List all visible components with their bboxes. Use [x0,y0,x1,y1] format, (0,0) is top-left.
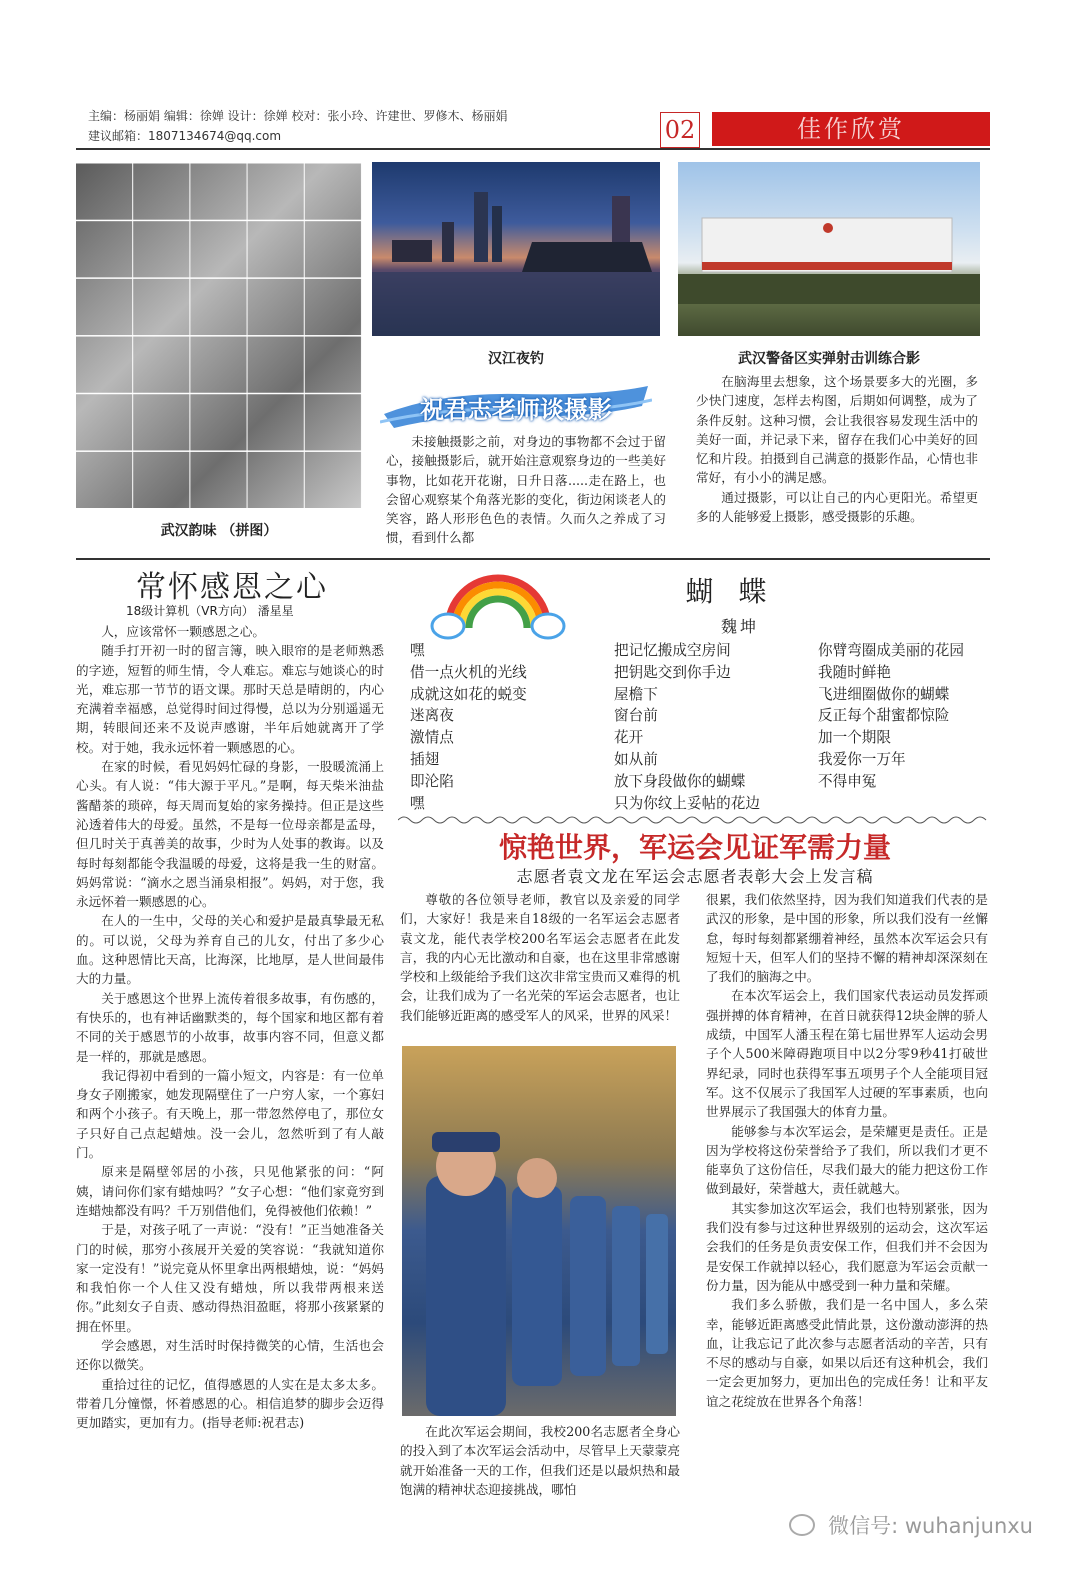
gratitude-paragraph: 我记得初中看到的一篇小短文，内容是：有一位单身女子刚搬家，她发现隔壁住了一户穷人家，一个寡妇和两个小孩子。有天晚上，那一带忽然停电了，那位女子只好自己点起蜡烛。没一会儿，忽然听到了有人敲门。 [76,1067,384,1161]
military-paragraph: 在本次军运会上，我们国家代表运动员发挥顽强拼搏的体育精神，在首日就获得12块金牌的骄人成绩，中国军人潘玉程在第七届世界军人运动会男子个人500米障碍跑项目中以2分零9秒41打破世界纪录，同时也获得军事五项男子个人全能项目冠军。这不仅展示了我国军人过硬的军事素质，也向世界展示了我国强大的体育力量。 [706,988,988,1120]
rainbow-icon [430,566,566,642]
poem-line: 借一点火机的光线 [410,663,527,681]
credits [88,106,507,146]
collage-caption: 武汉韵味 （拼图） [160,523,278,539]
photo-article-paragraph: 未接触摄影之前，对身边的事物都不会过于留心，接触摄影后，就开始注意观察身边的一些美好事物，比如花开花谢，日升日落.....走在路上，也会留心观察某个角落光影的变化，街边闲谈老人的笑容，路人形形色色的表情。久而久之养成了习惯，看到什么都 [386,434,666,546]
photo-article-banner [380,384,652,430]
poem-line: 如从前 [614,750,658,768]
military-paragraph: 在此次军运会期间，我校200名志愿者全身心的投入到了本次军运会活动中，尽管早上天蒙蒙亮就开始准备一天的工作，但我们还是以最炽热和最饱满的精神状态迎接挑战，哪怕 [400,1424,680,1497]
gratitude-paragraph: 随手打开初一时的留言簿，映入眼帘的是老师熟悉的字迹，短暂的师生情，令人难忘。难忘与她谈心的时光，难忘那一节节的语文课。那时天总是晴朗的，内心充满着幸福感，总觉得时间过得慢，总以为分别遥遥无期，转眼间还来不及说声感谢，半年后她就离开了学校。对于她，我永远怀着一颗感恩的心。 [76,643,384,755]
photo-article-paragraph: 在脑海里去想象，这个场景要多大的光圈，多少快门速度，怎样去构图，后期如何调整，成为了条件反射。这种习惯，会让我很容易发现生活中的美好一面，并记录下来，留存在我们心中美好的回忆和片段。拍摄到自己满意的摄影作品，心情也非常好，有小小的满足感。 [696,374,978,486]
wechat-watermark [789,1510,1033,1540]
poem-line: 花开 [614,729,644,747]
photo-article-right [696,372,978,526]
poem-line: 把钥匙交到你手边 [614,663,731,681]
photo-article-left [386,432,666,548]
collage-photo [76,162,362,508]
military-subtitle: 志愿者袁文龙在军运会志愿者表彰大会上发言稿 [516,867,874,886]
poem-line: 飞进细圈做你的蝴蝶 [818,685,950,703]
section-title-bar [712,112,990,146]
poem-line: 迷离夜 [410,707,454,725]
gratitude-paragraph: 重拾过往的记忆，值得感恩的人实在是太多太多。带着几分憧憬，怀着感恩的心。相信追梦的脚步会迈得更加踏实，更加有力。(指导老师:祝君志) [76,1376,384,1431]
group-training-photo [678,162,980,336]
gratitude-paragraph: 在人的一生中，父母的关心和爱护是最真挚最无私的。可以说，父母为养育自己的儿女，付出了多少心血。这种恩情比天高，比海深，比地厚，是人世间最伟大的力量。 [76,913,384,987]
poem-line: 嘿 [410,794,425,812]
page-number: 02 [660,112,700,148]
military-paragraph: 尊敬的各位领导老师，教官以及亲爱的同学们，大家好！我是来自18级的一名军运会志愿者袁文龙，能代表学校200名军运会志愿者在此发言，我的内心无比激动和自豪，也在这里非常感谢学校和上级能给予我们这次非常宝贵而又难得的机会，让我们成为了一名光荣的军运会志愿者，也让我们能够近距离的感受军人的风采，世界的风采！ [400,892,680,1023]
military-paragraph: 我们多么骄傲，我们是一名中国人，多么荣幸，能够近距离感受此情此景，这份激动澎湃的热血，让我忘记了此次参与志愿者活动的辛苦，只有不尽的感动与自豪，如果以后还有这种机会，我们一定会更加努力，更加出色的完成任务！让和平友谊之花绽放在世界各个角落！ [706,1297,988,1409]
section-rule [76,558,990,560]
poem-author: 魏坤 [720,617,759,636]
poem-line: 不得申冤 [818,772,877,790]
poem-line: 屋檐下 [614,685,658,703]
wavy-divider [398,814,992,826]
gratitude-paragraph: 原来是隔壁邻居的小孩，只见他紧张的问：“阿姨，请问你们家有蜡烛吗？”女子心想：“他们家竟穷到连蜡烛都没有吗？千万别借他们，免得被他们依赖！” [76,1164,384,1218]
poem-title: 蝴 蝶 [685,575,775,608]
military-column-1 [400,890,680,1025]
poem-line: 插翅 [410,750,440,768]
poem-line: 反正每个甜蜜都惊险 [818,707,950,725]
soldiers-photo-text [400,1422,680,1499]
poem-line: 嘿 [410,642,425,659]
military-column-2 [706,890,988,1411]
photo-article-paragraph: 通过摄影，可以让自己的内心更阳光。希望更多的人能够爱上摄影，感受摄影的乐趣。 [696,489,978,525]
military-paragraph: 能够参与本次军运会，是荣耀更是责任。正是因为学校将这份荣誉给予了我们，所以我们才更不能辜负了这份信任，尽我们最大的能力把这份工作做到最好，荣誉越大，责任就越大。 [706,1123,988,1197]
skyline-icon [372,162,660,336]
building-icon [678,162,980,336]
poem-line: 把记忆搬成空房间 [614,642,731,659]
gratitude-paragraph: 关于感恩这个世界上流传着很多故事，有伤感的，有快乐的，也有神话幽默类的，每个国家和地区都有着不同的关于感恩节的小故事，故事内容不同，但意义都是一样的，那就是感恩。 [76,990,384,1064]
gratitude-body [76,622,384,1432]
soldiers-photo [402,1046,676,1416]
military-paragraph: 很累，我们依然坚持，因为我们知道我们代表的是武汉的形象，是中国的形象，所以我们没有一丝懈怠，每时每刻都紧绷着神经，虽然本次军运会只有短短十天，但军人们的坚持不懈的精神却深深刻在了我们的脑海之中。 [706,892,988,985]
gratitude-paragraph: 于是，对孩子吼了一声说：“没有！”正当她准备关门的时候，那穷小孩展开关爱的笑容说：“我就知道你家一定没有！”说完竟从怀里拿出两根蜡烛，说：“妈妈和我怕你一个人住又没有蜡烛，所以我带两根来送你。”此刻女子自责、感动得热泪盈眶，将那小孩紧紧的拥在怀里。 [76,1222,384,1334]
night-river-photo [372,162,660,336]
gratitude-paragraph: 在家的时候，看见妈妈忙碌的身影，一股暖流涌上心头。有人说：“伟大源于平凡。”是啊，每天柴米油盐酱醋茶的琐碎，每天周而复始的家务操持。但正是这些沁透着伟大的母爱。虽然，不是每一位母亲都是孟母，但几时关于真善美的故事，少时为人处事的教诲。以及每时每刻都能令我温暖的母爱，这将是我一生的财富。妈妈常说：“滴水之恩当涌泉相报”。妈妈，对于您，我永远怀着一颗感恩的心。 [76,759,384,910]
poem-line: 即沦陷 [410,772,454,790]
credits-line-1: 主编：杨丽娟 编辑：徐婵 设计：徐婵 校对：张小玲、许建世、罗修木、杨丽娟 [88,109,508,123]
poem-line: 我随时鲜艳 [818,663,891,681]
gratitude-title: 常怀感恩之心 [136,570,328,605]
poem-line: 激情点 [410,729,454,747]
header-rule [76,148,990,150]
wechat-id: 微信号: wuhanjunxu [828,1514,1033,1538]
poem-line: 只为你纹上妥帖的花边 [614,794,760,812]
section-title: 佳作欣赏 [797,115,905,143]
gratitude-paragraph: 人，应该常怀一颗感恩之心。 [101,624,265,639]
military-title: 惊艳世界，军运会见证军需力量 [498,831,891,864]
poem-line: 成就这如花的蜕变 [410,685,527,703]
poem-line: 加一个期限 [818,729,891,747]
poem-column-2 [614,640,804,814]
military-paragraph: 其实参加这次军运会，我们也特别紧张，因为我们没有参与过这种世界级别的运动会，这次军运会我们的任务是负责安保工作，但我们并不会因为是安保工作就掉以轻心，我们愿意为军运会贡献一份力量，因为能从中感受到一种力量和荣耀。 [706,1200,988,1293]
photo-article-title: 祝君志老师谈摄影 [420,396,612,424]
night-caption: 汉江夜钓 [488,351,544,367]
group-caption: 武汉警备区实弹射击训练合影 [738,351,920,367]
wechat-icon [789,1514,815,1536]
poem-column-1 [410,640,600,814]
gratitude-paragraph: 学会感恩，对生活时时保持微笑的心情，生活也会还你以微笑。 [76,1337,384,1373]
poem-column-3 [818,640,990,793]
poem-line: 窗台前 [614,707,658,725]
poem-line: 放下身段做你的蝴蝶 [614,772,746,790]
poem-line: 我爱你一万年 [818,750,906,768]
credits-line-2: 建议邮箱：1807134674@qq.com [88,129,282,143]
soldiers-icon [402,1046,676,1416]
gratitude-byline: 18级计算机（VR方向） 潘星星 [126,604,294,618]
poem-line: 你臂弯圈成美丽的花园 [818,642,964,659]
